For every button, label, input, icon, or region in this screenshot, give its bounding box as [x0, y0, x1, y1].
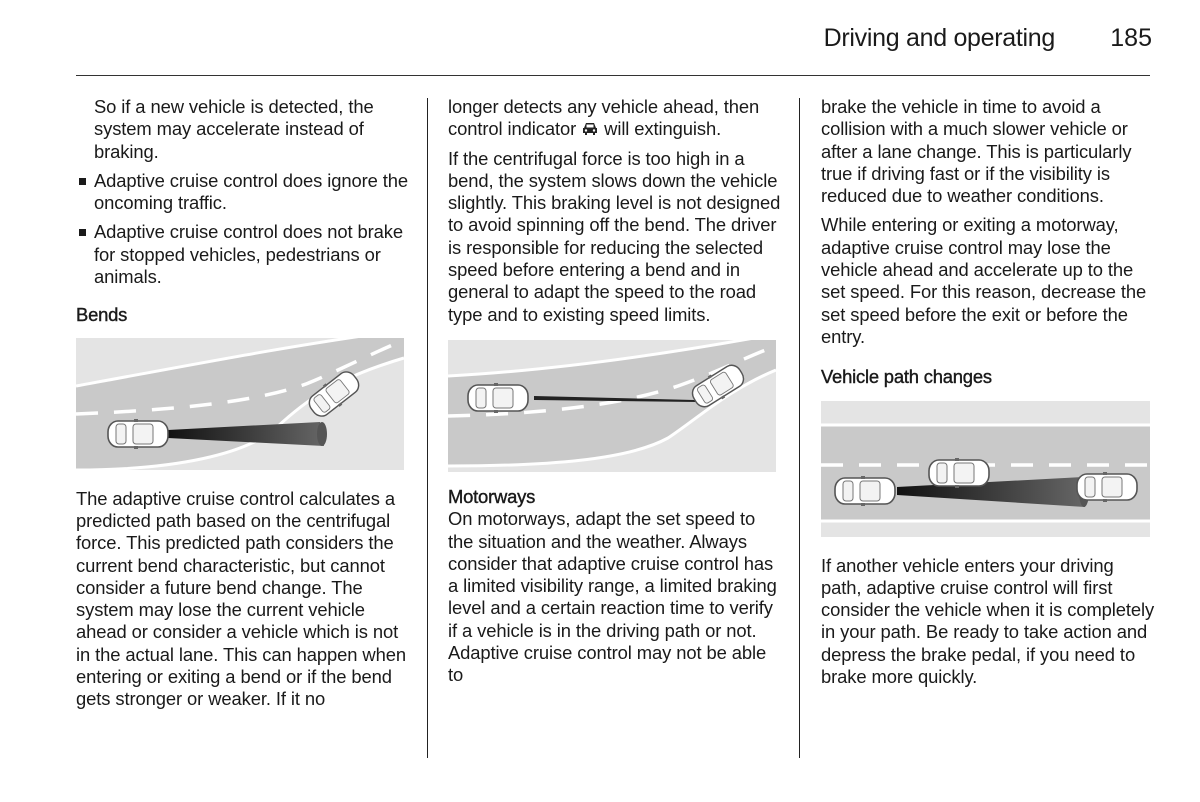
section-heading-bends: Bends [76, 304, 128, 326]
continued-text: brake the vehicle in time to avoid a collision with a much slower vehicle or after a lane change. This is particularly true if driving fast or if the visibility is reduced due to weather conditions. [821, 96, 1132, 207]
continued-text: So if a new vehicle is detected, the system may accelerate instead of braking. [94, 96, 374, 162]
path-change-paragraph: If another vehicle enters your driving path, adaptive cruise control will first consider the vehicle when it is completely in your path. Be ready to take action and depress the brake pedal, if you need to brake more quickly. [821, 554, 1155, 688]
column-divider [799, 98, 800, 758]
header-title: Driving and operating [823, 24, 1055, 52]
bends-illustration [76, 338, 404, 470]
header-divider [76, 75, 1150, 76]
bends-paragraph: The adaptive cruise control calculates a predicted path based on the centrifugal force. This predicted path considers the current bend characteristic, but cannot consider a future bend change. The system may lose the current vehicle ahead or consider a vehicle which is not in the actual lane. This can happen when entering or exiting a bend or if the bend gets stronger or weaker. If it no [76, 487, 406, 710]
column-2 [448, 96, 782, 694]
motorway-entry-paragraph: While entering or exiting a motorway, adaptive cruise control may lose the vehicle ahead and accelerate up to the set speed. For this reason, decrease the set speed before the exit or before the entry. [821, 214, 1147, 347]
continued-text-a: longer detects any vehicle ahead, then control indicator [448, 96, 760, 140]
section-heading-vehicle-path-changes: Vehicle path changes [821, 366, 992, 388]
section-heading-motorways: Motorways [448, 485, 536, 507]
vehicle-ahead-indicator-icon [581, 121, 599, 137]
column-divider [427, 98, 428, 758]
continued-text [448, 96, 782, 141]
bend-braking-illustration [448, 340, 776, 472]
motorways-paragraph: On motorways, adapt the set speed to the situation and the weather. Always consider that adaptive cruise control has a limited visibility range, a limited braking level and a certain reaction time to verify if a vehicle is in the driving path or not. Adaptive cruise control may not be able to [448, 508, 777, 686]
continued-text-b: will extinguish. [604, 118, 722, 140]
column-3 [821, 96, 1155, 695]
page-number: 185 [1110, 24, 1152, 52]
bullet-item: Adaptive cruise control does ignore the oncoming traffic. [76, 170, 412, 215]
column-1 [76, 96, 412, 718]
bullet-item: Adaptive cruise control does not brake for stopped vehicles, pedestrians or animals. [76, 221, 412, 288]
vehicle-path-change-illustration [821, 401, 1150, 537]
centrifugal-paragraph: If the centrifugal force is too high in a bend, the system slows down the vehicle slightly. This braking level is not designed to avoid spinning off the bend. The driver is responsible for reducing the selected speed before entering a bend and in general to adapt the speed to the road type and to existing speed limits. [448, 147, 781, 325]
